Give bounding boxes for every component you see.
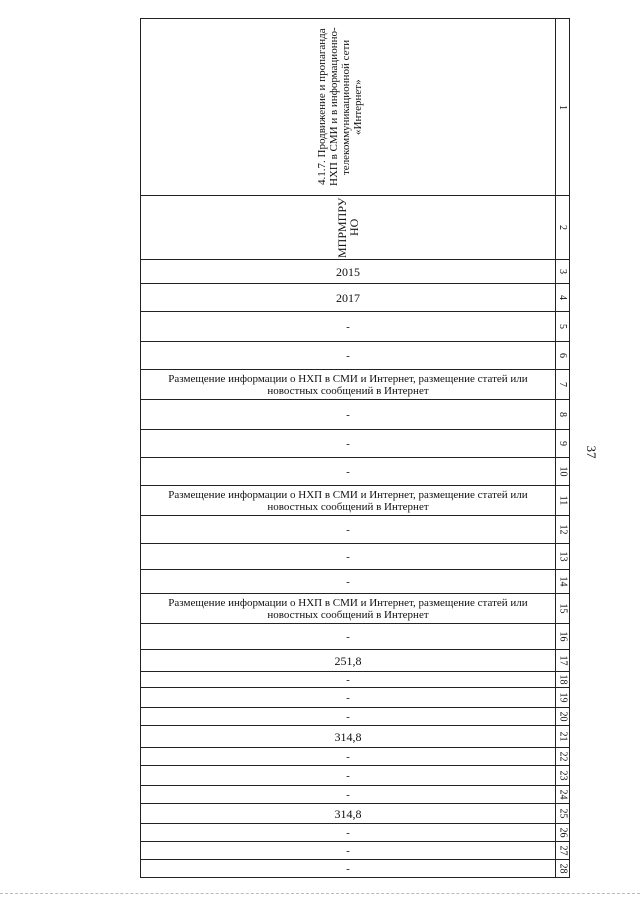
table-row <box>141 485 569 515</box>
funding-value: 314,8 <box>334 806 362 821</box>
table-row <box>141 341 569 369</box>
table-row <box>141 841 569 859</box>
table-cell: - <box>346 523 350 536</box>
table-row <box>141 259 569 283</box>
table-cell: - <box>346 437 350 450</box>
table-row <box>141 195 569 259</box>
measure-title: 4.1.7. Продвижение и пропаганда НХП в СМИ и в информационно-телекоммуникационной сети «Интернет» <box>316 27 364 187</box>
row-number: 26 <box>557 827 568 838</box>
table-row <box>141 803 569 823</box>
end-year: 2017 <box>336 290 360 305</box>
expected-result: Размещение информации о НХП в СМИ и Интернет, размещение статей или новостных сообщений в Интернет <box>168 372 528 397</box>
row-number: 18 <box>557 674 568 685</box>
row-number: 27 <box>557 845 568 856</box>
table-row <box>141 311 569 341</box>
table-row <box>141 725 569 747</box>
funding-value: 251,8 <box>334 653 362 668</box>
start-year: 2015 <box>336 264 360 279</box>
table-cell: - <box>346 630 350 643</box>
table-row <box>141 19 569 195</box>
table-row <box>141 687 569 707</box>
row-number: 4 <box>557 295 568 300</box>
table-row <box>141 649 569 671</box>
table-row <box>141 707 569 725</box>
program-table <box>140 18 570 878</box>
row-number: 6 <box>557 353 568 358</box>
row-number: 11 <box>556 495 568 506</box>
table-cell: - <box>346 788 350 801</box>
row-number: 23 <box>557 770 568 781</box>
row-number: 8 <box>557 412 568 417</box>
row-number: 16 <box>557 631 568 642</box>
funding-value: 314,8 <box>334 729 362 744</box>
row-number: 28 <box>557 863 568 874</box>
row-number: 25 <box>557 808 568 819</box>
table-row <box>141 765 569 785</box>
row-number: 1 <box>557 104 568 110</box>
table-cell: - <box>346 844 350 857</box>
table-row <box>141 569 569 593</box>
expected-result: Размещение информации о НХП в СМИ и Интернет, размещение статей или новостных сообщений в Интернет <box>168 488 528 513</box>
table-cell: - <box>346 320 350 333</box>
row-number: 10 <box>557 466 568 477</box>
table-cell: - <box>346 750 350 763</box>
table-cell: - <box>346 408 350 421</box>
table-cell: - <box>346 862 350 875</box>
expected-result: Размещение информации о НХП в СМИ и Интернет, размещение статей или новостных сообщений в Интернет <box>168 596 528 621</box>
row-number: 5 <box>557 324 568 329</box>
table-row <box>141 593 569 623</box>
table-cell: - <box>346 465 350 478</box>
page-number: 37 <box>584 445 599 459</box>
table-row <box>141 283 569 311</box>
row-number: 15 <box>557 603 568 614</box>
table-row <box>141 515 569 543</box>
row-number: 12 <box>557 524 568 535</box>
table-cell: - <box>346 349 350 362</box>
row-number: 13 <box>557 551 568 562</box>
row-number: 2 <box>557 225 568 230</box>
scan-edge-line <box>0 893 640 895</box>
table-row <box>141 747 569 765</box>
row-number: 17 <box>557 655 568 666</box>
row-number: 24 <box>557 789 568 800</box>
row-number: 3 <box>557 269 568 274</box>
table-row <box>141 369 569 399</box>
row-number: 9 <box>557 441 568 446</box>
table-cell: - <box>346 826 350 839</box>
responsible-executor: МПРМПРУ НО <box>335 197 361 258</box>
table-row <box>141 457 569 485</box>
table-row <box>141 859 569 877</box>
table-cell: - <box>346 691 350 704</box>
table-cell: - <box>346 769 350 782</box>
row-number: 20 <box>557 711 568 722</box>
row-number: 7 <box>557 382 568 387</box>
row-number: 14 <box>557 576 568 587</box>
table-row <box>141 671 569 687</box>
row-number: 21 <box>557 731 568 742</box>
table-cell: - <box>346 550 350 563</box>
row-number: 22 <box>557 751 568 762</box>
table-row <box>141 823 569 841</box>
table-row <box>141 399 569 429</box>
table-cell: - <box>346 710 350 723</box>
table-cell: - <box>346 673 350 686</box>
table-row <box>141 785 569 803</box>
row-number: 19 <box>557 692 568 703</box>
table-row <box>141 543 569 569</box>
table-cell: - <box>346 575 350 588</box>
table-row <box>141 623 569 649</box>
table-row <box>141 429 569 457</box>
